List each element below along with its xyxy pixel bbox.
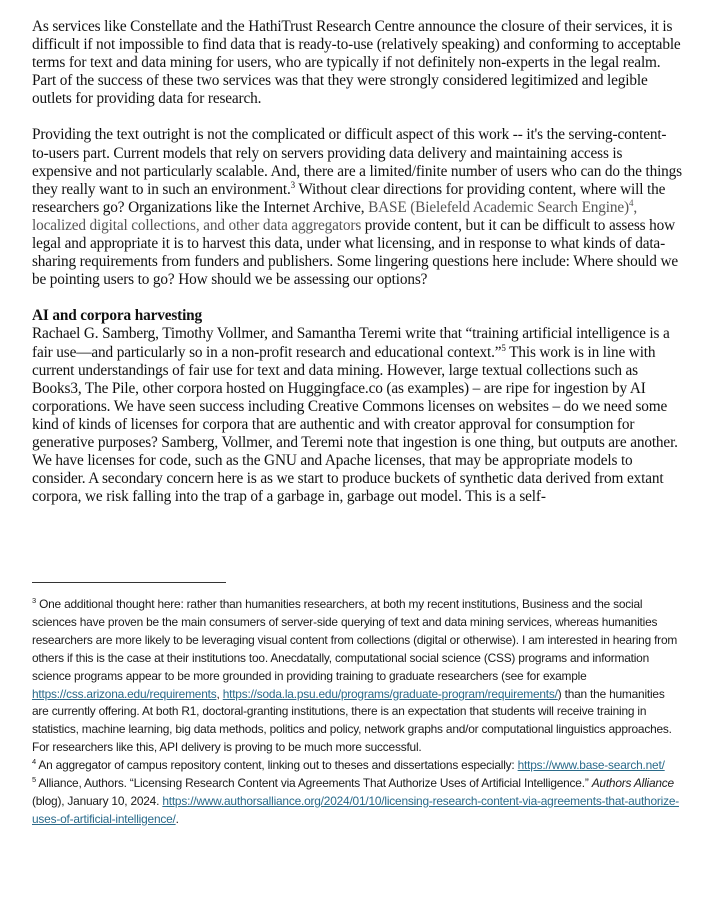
footnote-ref-4[interactable]: 4 (628, 197, 634, 208)
paragraph-text: provide content, but it can be difficult to assess how legal and appropriate it is to harvest this data, under what licensing, and in response to what kinds of data-sharing requirements from funders and publishers. Some lingering questions here include: Where should we be pointing users to go? How should we be assessing our options? (32, 216, 678, 289)
paragraph-text: Providing the text outright is not the complicated or difficult aspect of this work -- it's the serving-content-to-users part. Current models that rely on servers providing data delivery and maintaining access is expensive and not particularly scalable. And, there are a limited/finite number of users who can do the things they really want to in such an environment. (32, 126, 682, 198)
footnote-text: , (216, 686, 223, 701)
footnote-4 (32, 757, 682, 775)
soda-psu-link[interactable]: https://soda.la.psu.edu/programs/graduate-program/requirements/ (222, 686, 558, 701)
authors-alliance-link[interactable]: https://www.authorsalliance.org/2024/01/10/licensing-research-content-via-agreements-that-authorize-uses-of-artificial-intelligence/ (32, 793, 679, 826)
footnote-text: One additional thought here: rather than humanities researchers, at both my recent institutions, Business and the social sciences have proven be the main consumers of server-side querying of text and data mining services, whereas humanities researchers are more likely to be leveraging visual content from collections (digital or otherwise). I am interested in hearing from others if this is the case at their institutions too. Anecdatally, computational social science (CSS) programs and information science programs appear to be more grounded in providing training to graduate researchers (see for example (32, 597, 678, 683)
base-reference-text: BASE (Bielefeld Academic Search Engine) (368, 198, 629, 216)
footnote-text: ) than the humanities are currently offering. At both R1, doctoral-granting institutions, there is an expectation that students will receive training in statistics, machine learning, big data methods, politics and policy, network graphs and/or computational linguistics approaches. For researchers like this, API delivery is proving to be much more successful. (32, 686, 672, 755)
footnote-number: 3 (32, 596, 36, 606)
paragraph-intro (32, 18, 682, 108)
footnote-number: 5 (32, 775, 36, 785)
paragraph-intro-text: As services like Constellate and the HathiTrust Research Centre announce the closure of their services, it is difficult if not impossible to find data that is ready-to-use (relatively speaking) and conforming to acceptable terms for text and data mining for users, who are typically if not definitely non-experts in the legal realm. Part of the success of these two services was that they were strongly considered legitimized and legible outlets for providing data for research. (32, 18, 681, 108)
footnote-text: An aggregator of campus repository content, linking out to theses and dissertations especially: (35, 758, 518, 773)
footnote-text: (blog), January 10, 2024. (32, 793, 163, 808)
footnote-text: . (175, 811, 179, 826)
footnote-ref-3[interactable]: 3 (290, 179, 295, 190)
footnote-number: 4 (32, 757, 36, 767)
section-heading: AI and corpora harvesting (32, 307, 203, 325)
footnote-text: Alliance, Authors. “Licensing Research Content via Agreements That Authorize Uses of Artificial Intelligence.” (35, 776, 592, 791)
css-arizona-link[interactable]: https://css.arizona.edu/requirements (32, 686, 217, 701)
paragraph-text: This work is in line with current understandings of fair use for text and data mining. However, large textual collections such as Books3, The Pile, other corpora hosted on Huggingface.co (as examples) – are ripe for ingestion by AI corporations. We have seen success including Creative Commons licenses on websites – do we need some kind of kinds of licenses for corpora that are authentic and with creator approval for consumption for generative purposes? Samberg, Vollmer, and Teremi note that ingestion is one thing, but outputs are another. We have licenses for code, such as the GNU and Apache licenses, that may be appropriate models to consider. A secondary concern here is as we start to produce buckets of synthetic data derived from extant corpora, we risk falling into the trap of a garbage in, garbage out model. This is a self- (32, 343, 678, 506)
paragraph-ai-corpora (32, 325, 682, 506)
footnote-separator (32, 582, 226, 583)
footnotes (32, 596, 682, 829)
footnote-3 (32, 596, 682, 757)
paragraph-text: Without clear directions for providing content, where will the researchers go? Organizations like the Internet Archive, (32, 180, 666, 216)
paragraph-text: Rachael G. Samberg, Timothy Vollmer, and Samantha Teremi write that “training artificial intelligence is a fair use—and particularly so in a non-profit research and educational context.” (32, 325, 670, 361)
base-search-link[interactable]: https://www.base-search.net/ (517, 758, 665, 773)
document-body (32, 18, 682, 524)
paragraph-providing-text (32, 126, 682, 289)
footnote-ref-5[interactable]: 5 (501, 342, 506, 353)
footnote-5 (32, 775, 682, 829)
aggregators-text: , localized digital collections, and other data aggregators (32, 198, 638, 234)
publication-name: Authors Alliance (591, 776, 674, 791)
